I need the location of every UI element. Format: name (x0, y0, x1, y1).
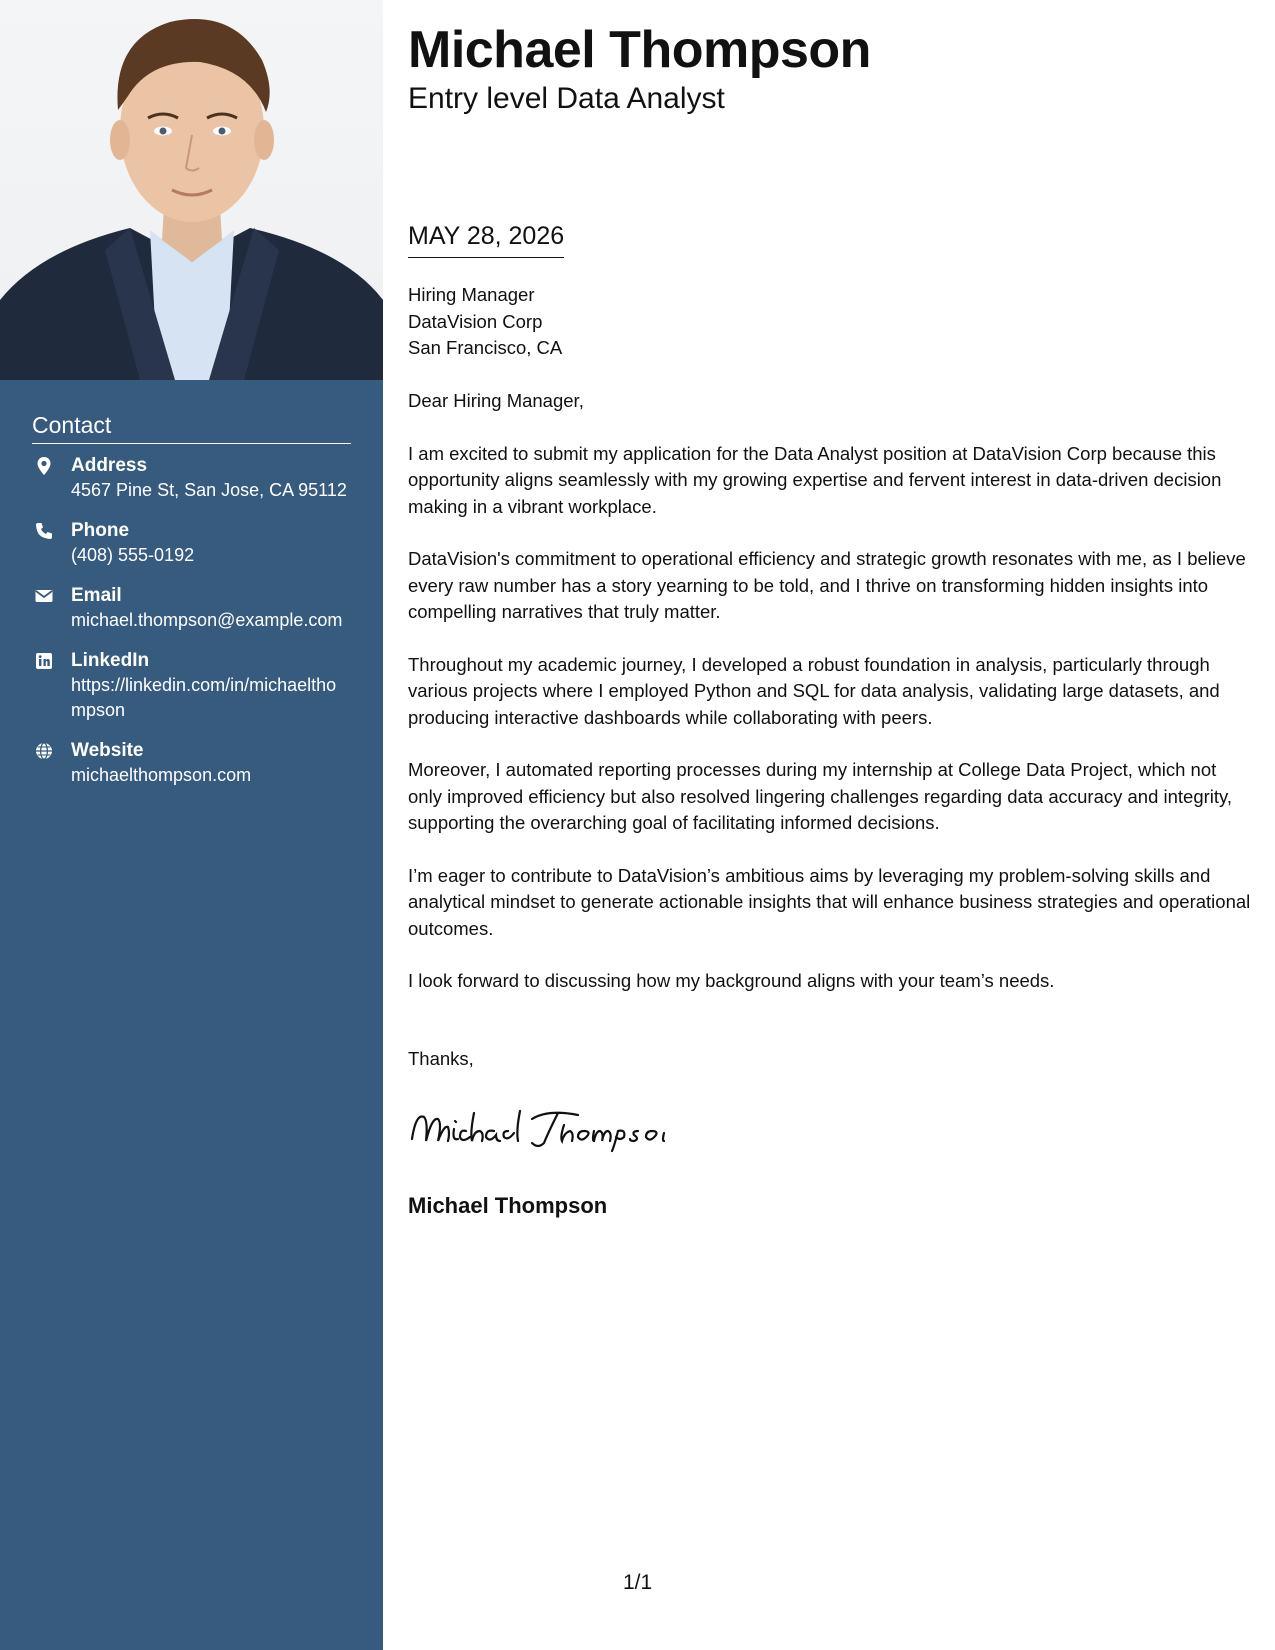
contact-heading: Contact (32, 412, 351, 444)
contact-phone (32, 519, 351, 568)
recipient-block (408, 282, 562, 362)
phone-label: Phone (71, 520, 130, 541)
contact-linkedin (32, 649, 351, 723)
signature-image (408, 1103, 668, 1158)
signer-name: Michael Thompson (408, 1193, 608, 1218)
globe-icon (34, 741, 54, 761)
envelope-icon (34, 586, 54, 606)
letter-paragraph: I am excited to submit my application for the Data Analyst position at DataVision Corp because this opportunity aligns seamlessly with my growing expertise and fervent interest in data-driven decision making in a vibrant workplace. (408, 442, 1222, 517)
sidebar (0, 0, 383, 1650)
applicant-name: Michael Thompson (408, 21, 871, 79)
letter-paragraph: Throughout my academic journey, I developed a robust foundation in analysis, particularly through various projects where I employed Python and SQL for data analysis, validating large datasets, and producing interactive dashboards while collaborating with peers. (408, 653, 1220, 728)
letter-paragraph: I look forward to discussing how my background aligns with your team’s needs. (408, 970, 1055, 991)
job-title: Entry level Data Analyst (408, 82, 725, 115)
letter-paragraph: Moreover, I automated reporting processes during my internship at College Data Project, which not only improved efficiency but also resolved lingering challenges regarding data accuracy and integrity, supporting the overarching goal of facilitating informed decisions. (408, 759, 1233, 833)
recipient-line: Hiring Manager (408, 284, 535, 305)
linkedin-label: LinkedIn (71, 650, 150, 671)
letter-body (408, 388, 1253, 1021)
letter-paragraph: I’m eager to contribute to DataVision’s ambitious aims by leveraging my problem-solving skills and analytical mindset to generate actionable insights that will enhance business strategies and operational outcomes. (408, 864, 1251, 939)
website-label: Website (71, 740, 144, 761)
website-value[interactable]: michaelthompson.com (71, 765, 252, 785)
contact-website (32, 739, 351, 788)
closing: Thanks, (408, 1048, 474, 1069)
contact-section (32, 412, 351, 804)
address-value: 4567 Pine St, San Jose, CA 95112 (71, 480, 347, 500)
page-number: 1/1 (623, 1571, 653, 1594)
recipient-line: San Francisco, CA (408, 337, 563, 358)
contact-address (32, 454, 351, 503)
recipient-line: DataVision Corp (408, 310, 543, 332)
salutation: Dear Hiring Manager, (408, 390, 584, 411)
linkedin-icon (34, 651, 54, 671)
contact-email (32, 584, 351, 633)
address-label: Address (71, 455, 148, 476)
profile-photo (0, 0, 383, 380)
email-label: Email (71, 585, 122, 606)
email-value[interactable]: michael.thompson@example.com (71, 610, 343, 630)
letter-paragraph: DataVision's commitment to operational efficiency and strategic growth resonates with me, as I believe every raw number has a story yearning to be told, and I thrive on transforming hidden insights into compelling narratives that truly matter. (408, 548, 1246, 622)
linkedin-value[interactable]: https://linkedin.com/in/michaelthompson (71, 675, 337, 720)
letter-date: MAY 28, 2026 (408, 222, 564, 258)
phone-icon (34, 521, 54, 541)
phone-value: (408) 555-0192 (71, 545, 195, 565)
map-pin-icon (34, 456, 54, 476)
